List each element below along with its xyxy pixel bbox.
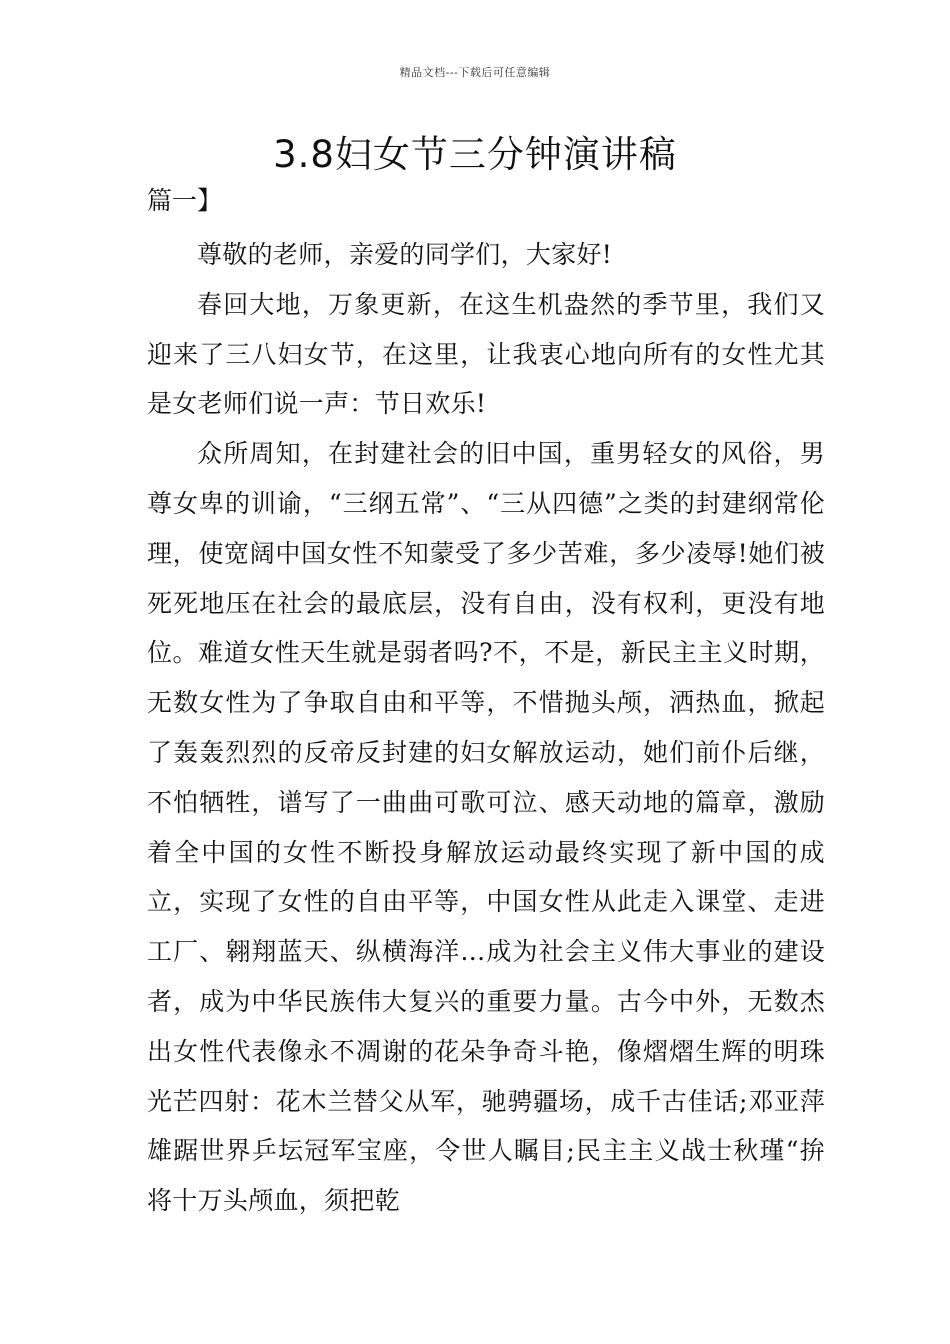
page-title: 3.8妇女节三分钟演讲稿	[273, 133, 677, 176]
header-note: 精品文档---下载后可任意编辑	[399, 66, 551, 79]
paragraph-greeting: 尊敬的老师，亲爱的同学们，大家好!	[197, 240, 613, 269]
paragraph-spring: 春回大地，万象更新，在这生机盎然的季节里，我们又迎来了三八妇女节，在这里，让我衷心地向所有的女性尤其是女老师们说一声：节日欢乐!	[147, 289, 825, 419]
body-text	[147, 230, 825, 1226]
section-label: 篇一】	[147, 186, 223, 215]
paragraph-history: 众所周知，在封建社会的旧中国，重男轻女的风俗，男尊女卑的训谕，“三纲五常”、“三从四德”之类的封建纲常伦理，使宽阔中国女性不知蒙受了多少苦难，多少凌辱!她们被死死地压在社会的最底层，没有自由，没有权利，更没有地位。难道女性天生就是弱者吗?不，不是，新民主主义时期，无数女性为了争取自由和平等，不惜抛头颅，洒热血，掀起了轰轰烈烈的反帝反封建的妇女解放运动，她们前仆后继，不怕牺牲，谱写了一曲曲可歌可泣、感天动地的篇章，激励着全中国的女性不断投身解放运动最终实现了新中国的成立，实现了女性的自由平等，中国女性从此走入课堂、走进工厂、翱翔蓝天、纵横海洋…成为社会主义伟大事业的建设者，成为中华民族伟大复兴的重要力量。古今中外，无数杰出女性代表像永不凋谢的花朵争奇斗艳，像熠熠生辉的明珠光芒四射：花木兰替父从军，驰骋疆场，成千古佳话;邓亚萍雄踞世界乒坛冠军宝座，令世人瞩目;民主主义战士秋瑾“拚将十万头颅血，须把乾	[147, 439, 825, 1216]
